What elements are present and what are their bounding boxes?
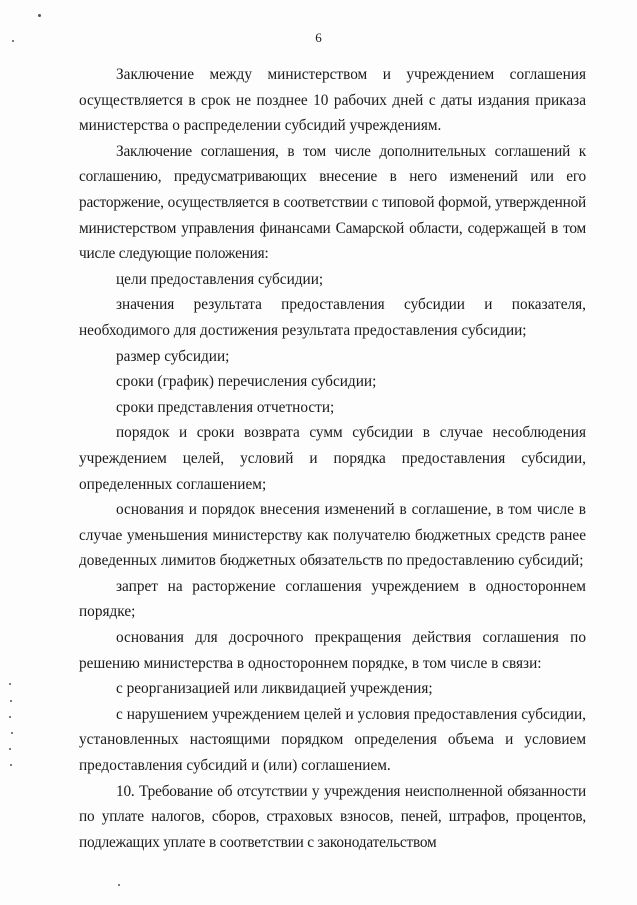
paragraph-item-refund: порядок и сроки возврата сумм субсидии в случае несоблюдения учреждением целей, условий и порядка предоставления субсидии, определенных соглашением; bbox=[79, 424, 586, 493]
paragraph-item-purpose: цели предоставления субсидии; bbox=[116, 270, 324, 288]
scan-speck bbox=[118, 884, 120, 886]
paragraph-agreement-term: Заключение между министерством и учреждением соглашения осуществляется в срок не позднее 10 рабочих дней с даты издания приказа министерства о распределении субсидий учреждениям. bbox=[79, 66, 586, 135]
document-body bbox=[79, 62, 586, 855]
paragraph-item-early-termination: основания для досрочного прекращения действия соглашения по решению министерства в одностороннем порядке, в том числе в связи: bbox=[79, 629, 586, 672]
scan-speck bbox=[9, 683, 11, 685]
paragraph-agreement-form: Заключение соглашения, в том числе дополнительных соглашений к соглашению, предусматривающих внесение в него изменений или его расторжение, осуществляется в соответствии с типовой формой, утвержденной министерством управления финансами Самарской области, содержащей в том числе следующие положения: bbox=[79, 142, 586, 263]
scan-speck bbox=[12, 40, 14, 42]
scan-speck bbox=[9, 748, 11, 750]
paragraph-item-amount: размер субсидии; bbox=[116, 347, 230, 365]
paragraph-item-violation: с нарушением учреждением целей и условия предоставления субсидии, установленных настоящими порядком определения объема и условием предоставления субсидий и (или) соглашением. bbox=[79, 705, 586, 775]
page-number: 6 bbox=[315, 30, 322, 45]
scan-speck bbox=[9, 716, 11, 718]
scan-speck bbox=[10, 700, 12, 702]
paragraph-section-10: 10. Требование об отсутствии у учреждения неисполненной обязанности по уплате налогов, сборов, страховых взносов, пеней, штрафов, процентов, подлежащих уплате в соответствии с законодательством bbox=[79, 782, 586, 851]
paragraph-item-result-values: значения результата предоставления субсидии и показателя, необходимого для достижения результата предоставления субсидии; bbox=[79, 296, 586, 339]
scan-speck bbox=[38, 14, 41, 17]
paragraph-item-amendments: основания и порядок внесения изменений в соглашение, в том числе в случае уменьшения министерству как получателю бюджетных средств ранее доведенных лимитов бюджетных обязательств по предоставлению субсидий; bbox=[79, 501, 586, 570]
scan-speck bbox=[11, 732, 13, 734]
paragraph-item-reorganization: с реорганизацией или ликвидацией учреждения; bbox=[116, 680, 433, 698]
paragraph-item-schedule: сроки (график) перечисления субсидии; bbox=[116, 373, 377, 391]
scan-speck bbox=[10, 764, 12, 766]
paragraph-item-reporting: сроки представления отчетности; bbox=[116, 398, 335, 416]
paragraph-item-termination-ban: запрет на расторжение соглашения учреждением в одностороннем порядке; bbox=[79, 577, 586, 621]
